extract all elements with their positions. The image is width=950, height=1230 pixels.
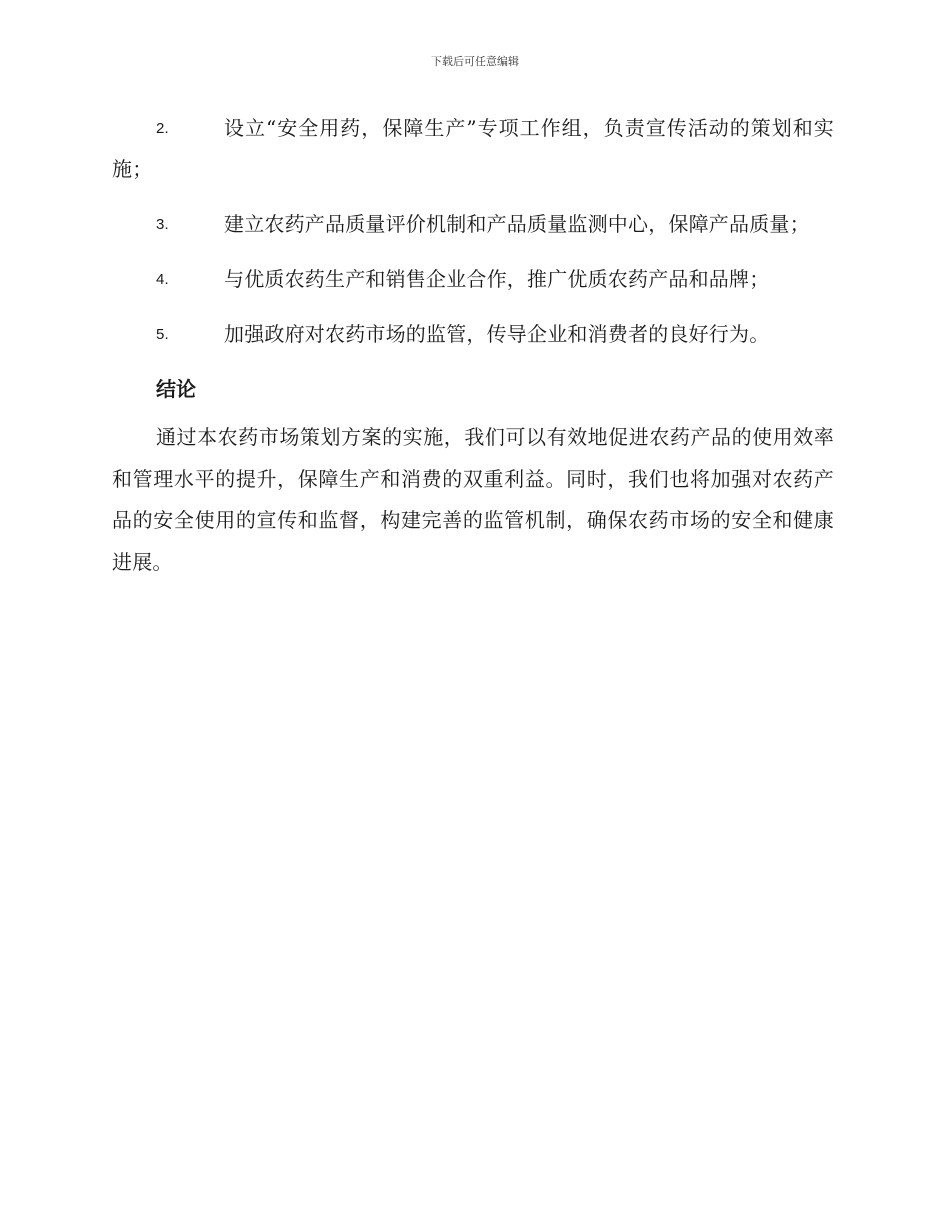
list-item-text: 与优质农药生产和销售企业合作，推广优质农药产品和品牌； (224, 267, 770, 291)
list-item (112, 314, 834, 355)
conclusion-heading: 结论 (156, 377, 196, 401)
list-item-text: 建立农药产品质量评价机制和产品质量监测中心，保障产品质量； (224, 212, 810, 236)
document-body (112, 108, 834, 583)
list-item-number: 3. (156, 216, 169, 233)
list-item-number: 5. (156, 326, 169, 343)
list-item-number: 4. (156, 271, 169, 288)
list-item (112, 108, 834, 190)
list-item-number: 2. (156, 120, 169, 137)
page-header: 下载后可任意编辑 (431, 55, 519, 68)
conclusion-paragraph: 通过本农药市场策划方案的实施，我们可以有效地促进农药产品的使用效率和管理水平的提升，保障生产和消费的双重利益。同时，我们也将加强对农药产品的安全使用的宣传和监督，构建完善的监管机制，确保农药市场的安全和健康进展。 (112, 425, 834, 574)
list-item-text: 设立“安全用药，保障生产”专项工作组，负责宣传活动的策划和实施； (112, 116, 834, 181)
list-item-text: 加强政府对农药市场的监管，传导企业和消费者的良好行为。 (224, 322, 770, 346)
list-item (112, 259, 834, 300)
list-item (112, 204, 834, 245)
